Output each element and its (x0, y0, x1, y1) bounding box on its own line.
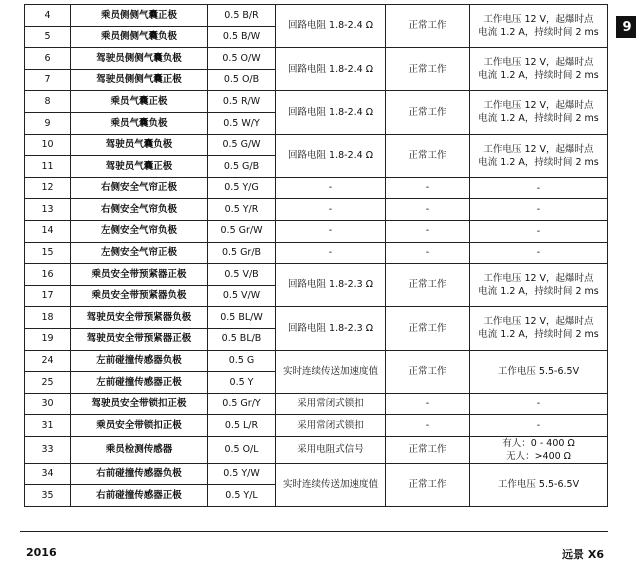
remark-line: 工作电压 5.5-6.5V (497, 366, 580, 378)
remark-line: 电流 1.2 A，持续时间 2 ms (478, 329, 599, 341)
pin-number: 13 (25, 199, 71, 221)
test-condition: 回路电阻 1.8-2.4 Ω (276, 48, 386, 91)
wire-spec: 0.5 L/R (208, 415, 276, 437)
footer-year: 2016 (26, 546, 57, 559)
remark-line: 工作电压 5.5-6.5V (497, 479, 580, 491)
pin-function: 乘员安全带锁扣正极 (71, 415, 208, 437)
remark-line: - (536, 247, 541, 259)
work-status: - (386, 242, 470, 264)
pin-function: 左前碰撞传感器负极 (71, 350, 208, 372)
pin-number: 8 (25, 91, 71, 113)
wire-spec: 0.5 O/L (208, 436, 276, 463)
pin-number: 12 (25, 177, 71, 199)
remark-line: 无人：>400 Ω (506, 450, 571, 462)
remark (470, 242, 608, 264)
wire-spec: 0.5 O/W (208, 48, 276, 70)
wire-spec: 0.5 V/W (208, 285, 276, 307)
wire-spec: 0.5 B/R (208, 5, 276, 27)
test-condition: 回路电阻 1.8-2.3 Ω (276, 264, 386, 307)
remark (470, 350, 608, 393)
remark (470, 393, 608, 415)
pin-function: 驾驶员气囊正极 (71, 156, 208, 178)
table-row (25, 134, 608, 156)
pin-number: 31 (25, 415, 71, 437)
work-status: 正常工作 (386, 350, 470, 393)
remark-line: 工作电压 12 V，起爆时点 (483, 143, 594, 155)
remark (470, 415, 608, 437)
footer-divider (20, 531, 608, 532)
pin-function: 乘员气囊负极 (71, 112, 208, 134)
table-row (25, 264, 608, 286)
pin-number: 5 (25, 26, 71, 48)
work-status: - (386, 415, 470, 437)
table-row (25, 393, 608, 415)
remark-line: 电流 1.2 A，持续时间 2 ms (478, 156, 599, 168)
test-condition: - (276, 177, 386, 199)
table-row (25, 242, 608, 264)
remark (470, 220, 608, 242)
pin-number: 7 (25, 69, 71, 91)
remark-line: - (536, 225, 541, 237)
remark-line: 电流 1.2 A，持续时间 2 ms (478, 113, 599, 125)
pin-table-body (25, 5, 608, 507)
remark (470, 463, 608, 506)
remark-line: 工作电压 12 V，起爆时点 (483, 316, 594, 328)
remark (470, 5, 608, 48)
test-condition: 采用电阻式信号 (276, 436, 386, 463)
pin-number: 19 (25, 328, 71, 350)
wire-spec: 0.5 G (208, 350, 276, 372)
wire-spec: 0.5 Y/G (208, 177, 276, 199)
table-row (25, 463, 608, 485)
pin-function: 驾驶员安全带预紧器负极 (71, 307, 208, 329)
pin-function: 左侧安全气帘正极 (71, 242, 208, 264)
remark-line: 电流 1.2 A，持续时间 2 ms (478, 27, 599, 39)
remark (470, 199, 608, 221)
work-status: 正常工作 (386, 436, 470, 463)
remark-line: 工作电压 12 V，起爆时点 (483, 273, 594, 285)
wire-spec: 0.5 BL/W (208, 307, 276, 329)
work-status: - (386, 177, 470, 199)
remark-line: 电流 1.2 A，持续时间 2 ms (478, 286, 599, 298)
work-status: 正常工作 (386, 5, 470, 48)
wire-spec: 0.5 BL/B (208, 328, 276, 350)
chapter-tab: 9 (616, 16, 636, 38)
pin-number: 11 (25, 156, 71, 178)
pin-function: 乘员检测传感器 (71, 436, 208, 463)
wire-spec: 0.5 Gr/Y (208, 393, 276, 415)
wire-spec: 0.5 Y (208, 372, 276, 394)
work-status: 正常工作 (386, 134, 470, 177)
test-condition: 实时连续传送加速度值 (276, 463, 386, 506)
wire-spec: 0.5 G/B (208, 156, 276, 178)
table-row (25, 436, 608, 463)
wire-spec: 0.5 O/B (208, 69, 276, 91)
remark (470, 134, 608, 177)
pin-function: 驾驶员安全带锁扣正极 (71, 393, 208, 415)
table-row (25, 415, 608, 437)
pin-number: 15 (25, 242, 71, 264)
test-condition: 实时连续传送加速度值 (276, 350, 386, 393)
pin-function: 乘员安全带预紧器正极 (71, 264, 208, 286)
test-condition: - (276, 220, 386, 242)
pin-function: 乘员侧侧气囊正极 (71, 5, 208, 27)
footer-model: 远景 X6 (562, 548, 604, 561)
remark (470, 307, 608, 350)
work-status: 正常工作 (386, 48, 470, 91)
remark (470, 91, 608, 134)
test-condition: 采用常闭式锁扣 (276, 415, 386, 437)
remark-line: - (536, 420, 541, 432)
wire-spec: 0.5 W/Y (208, 112, 276, 134)
remark-line: 工作电压 12 V，起爆时点 (483, 14, 594, 26)
pin-function: 驾驶员侧侧气囊负极 (71, 48, 208, 70)
pin-number: 16 (25, 264, 71, 286)
wire-spec: 0.5 Gr/W (208, 220, 276, 242)
pin-number: 30 (25, 393, 71, 415)
wire-spec: 0.5 Gr/B (208, 242, 276, 264)
test-condition: 回路电阻 1.8-2.4 Ω (276, 134, 386, 177)
pin-number: 4 (25, 5, 71, 27)
remark (470, 264, 608, 307)
table-row (25, 177, 608, 199)
table-row (25, 91, 608, 113)
pin-number: 33 (25, 436, 71, 463)
pin-number: 14 (25, 220, 71, 242)
wire-spec: 0.5 V/B (208, 264, 276, 286)
pin-function: 乘员气囊正极 (71, 91, 208, 113)
wire-spec: 0.5 Y/L (208, 485, 276, 507)
work-status: 正常工作 (386, 307, 470, 350)
pin-function: 右前碰撞传感器负极 (71, 463, 208, 485)
pin-function: 右侧安全气帘正极 (71, 177, 208, 199)
work-status: - (386, 199, 470, 221)
remark-line: 电流 1.2 A，持续时间 2 ms (478, 70, 599, 82)
remark-line: 工作电压 12 V，起爆时点 (483, 57, 594, 69)
test-condition: 回路电阻 1.8-2.3 Ω (276, 307, 386, 350)
table-row (25, 48, 608, 70)
remark (470, 436, 608, 463)
wire-spec: 0.5 R/W (208, 91, 276, 113)
test-condition: - (276, 242, 386, 264)
work-status: 正常工作 (386, 463, 470, 506)
pin-number: 10 (25, 134, 71, 156)
pin-number: 35 (25, 485, 71, 507)
table-row (25, 350, 608, 372)
wire-spec: 0.5 B/W (208, 26, 276, 48)
test-condition: 回路电阻 1.8-2.4 Ω (276, 5, 386, 48)
remark (470, 177, 608, 199)
work-status: 正常工作 (386, 91, 470, 134)
pin-number: 17 (25, 285, 71, 307)
test-condition: 采用常闭式锁扣 (276, 393, 386, 415)
pin-function: 乘员侧侧气囊负极 (71, 26, 208, 48)
pin-number: 9 (25, 112, 71, 134)
pin-function: 右侧安全气帘负极 (71, 199, 208, 221)
pin-function: 乘员安全带预紧器负极 (71, 285, 208, 307)
remark-line: - (536, 398, 541, 410)
test-condition: 回路电阻 1.8-2.4 Ω (276, 91, 386, 134)
work-status: - (386, 393, 470, 415)
pin-number: 25 (25, 372, 71, 394)
pin-number: 34 (25, 463, 71, 485)
remark (470, 48, 608, 91)
table-row (25, 5, 608, 27)
remark-line: - (536, 182, 541, 194)
pin-function: 驾驶员安全带预紧器正极 (71, 328, 208, 350)
remark-line: 工作电压 12 V，起爆时点 (483, 100, 594, 112)
pin-function: 驾驶员侧侧气囊正极 (71, 69, 208, 91)
pin-number: 6 (25, 48, 71, 70)
work-status: 正常工作 (386, 264, 470, 307)
pin-function: 左侧安全气帘负极 (71, 220, 208, 242)
wire-spec: 0.5 Y/W (208, 463, 276, 485)
pin-function: 左前碰撞传感器正极 (71, 372, 208, 394)
pin-function: 驾驶员气囊负极 (71, 134, 208, 156)
table-row (25, 307, 608, 329)
wire-spec: 0.5 Y/R (208, 199, 276, 221)
remark-line: 有人：0 - 400 Ω (502, 437, 575, 449)
table-row (25, 220, 608, 242)
remark-line: - (536, 204, 541, 216)
wire-spec: 0.5 G/W (208, 134, 276, 156)
table-row (25, 199, 608, 221)
pin-number: 18 (25, 307, 71, 329)
test-condition: - (276, 199, 386, 221)
pin-definition-table (24, 4, 608, 507)
pin-function: 右前碰撞传感器正极 (71, 485, 208, 507)
pin-number: 24 (25, 350, 71, 372)
work-status: - (386, 220, 470, 242)
